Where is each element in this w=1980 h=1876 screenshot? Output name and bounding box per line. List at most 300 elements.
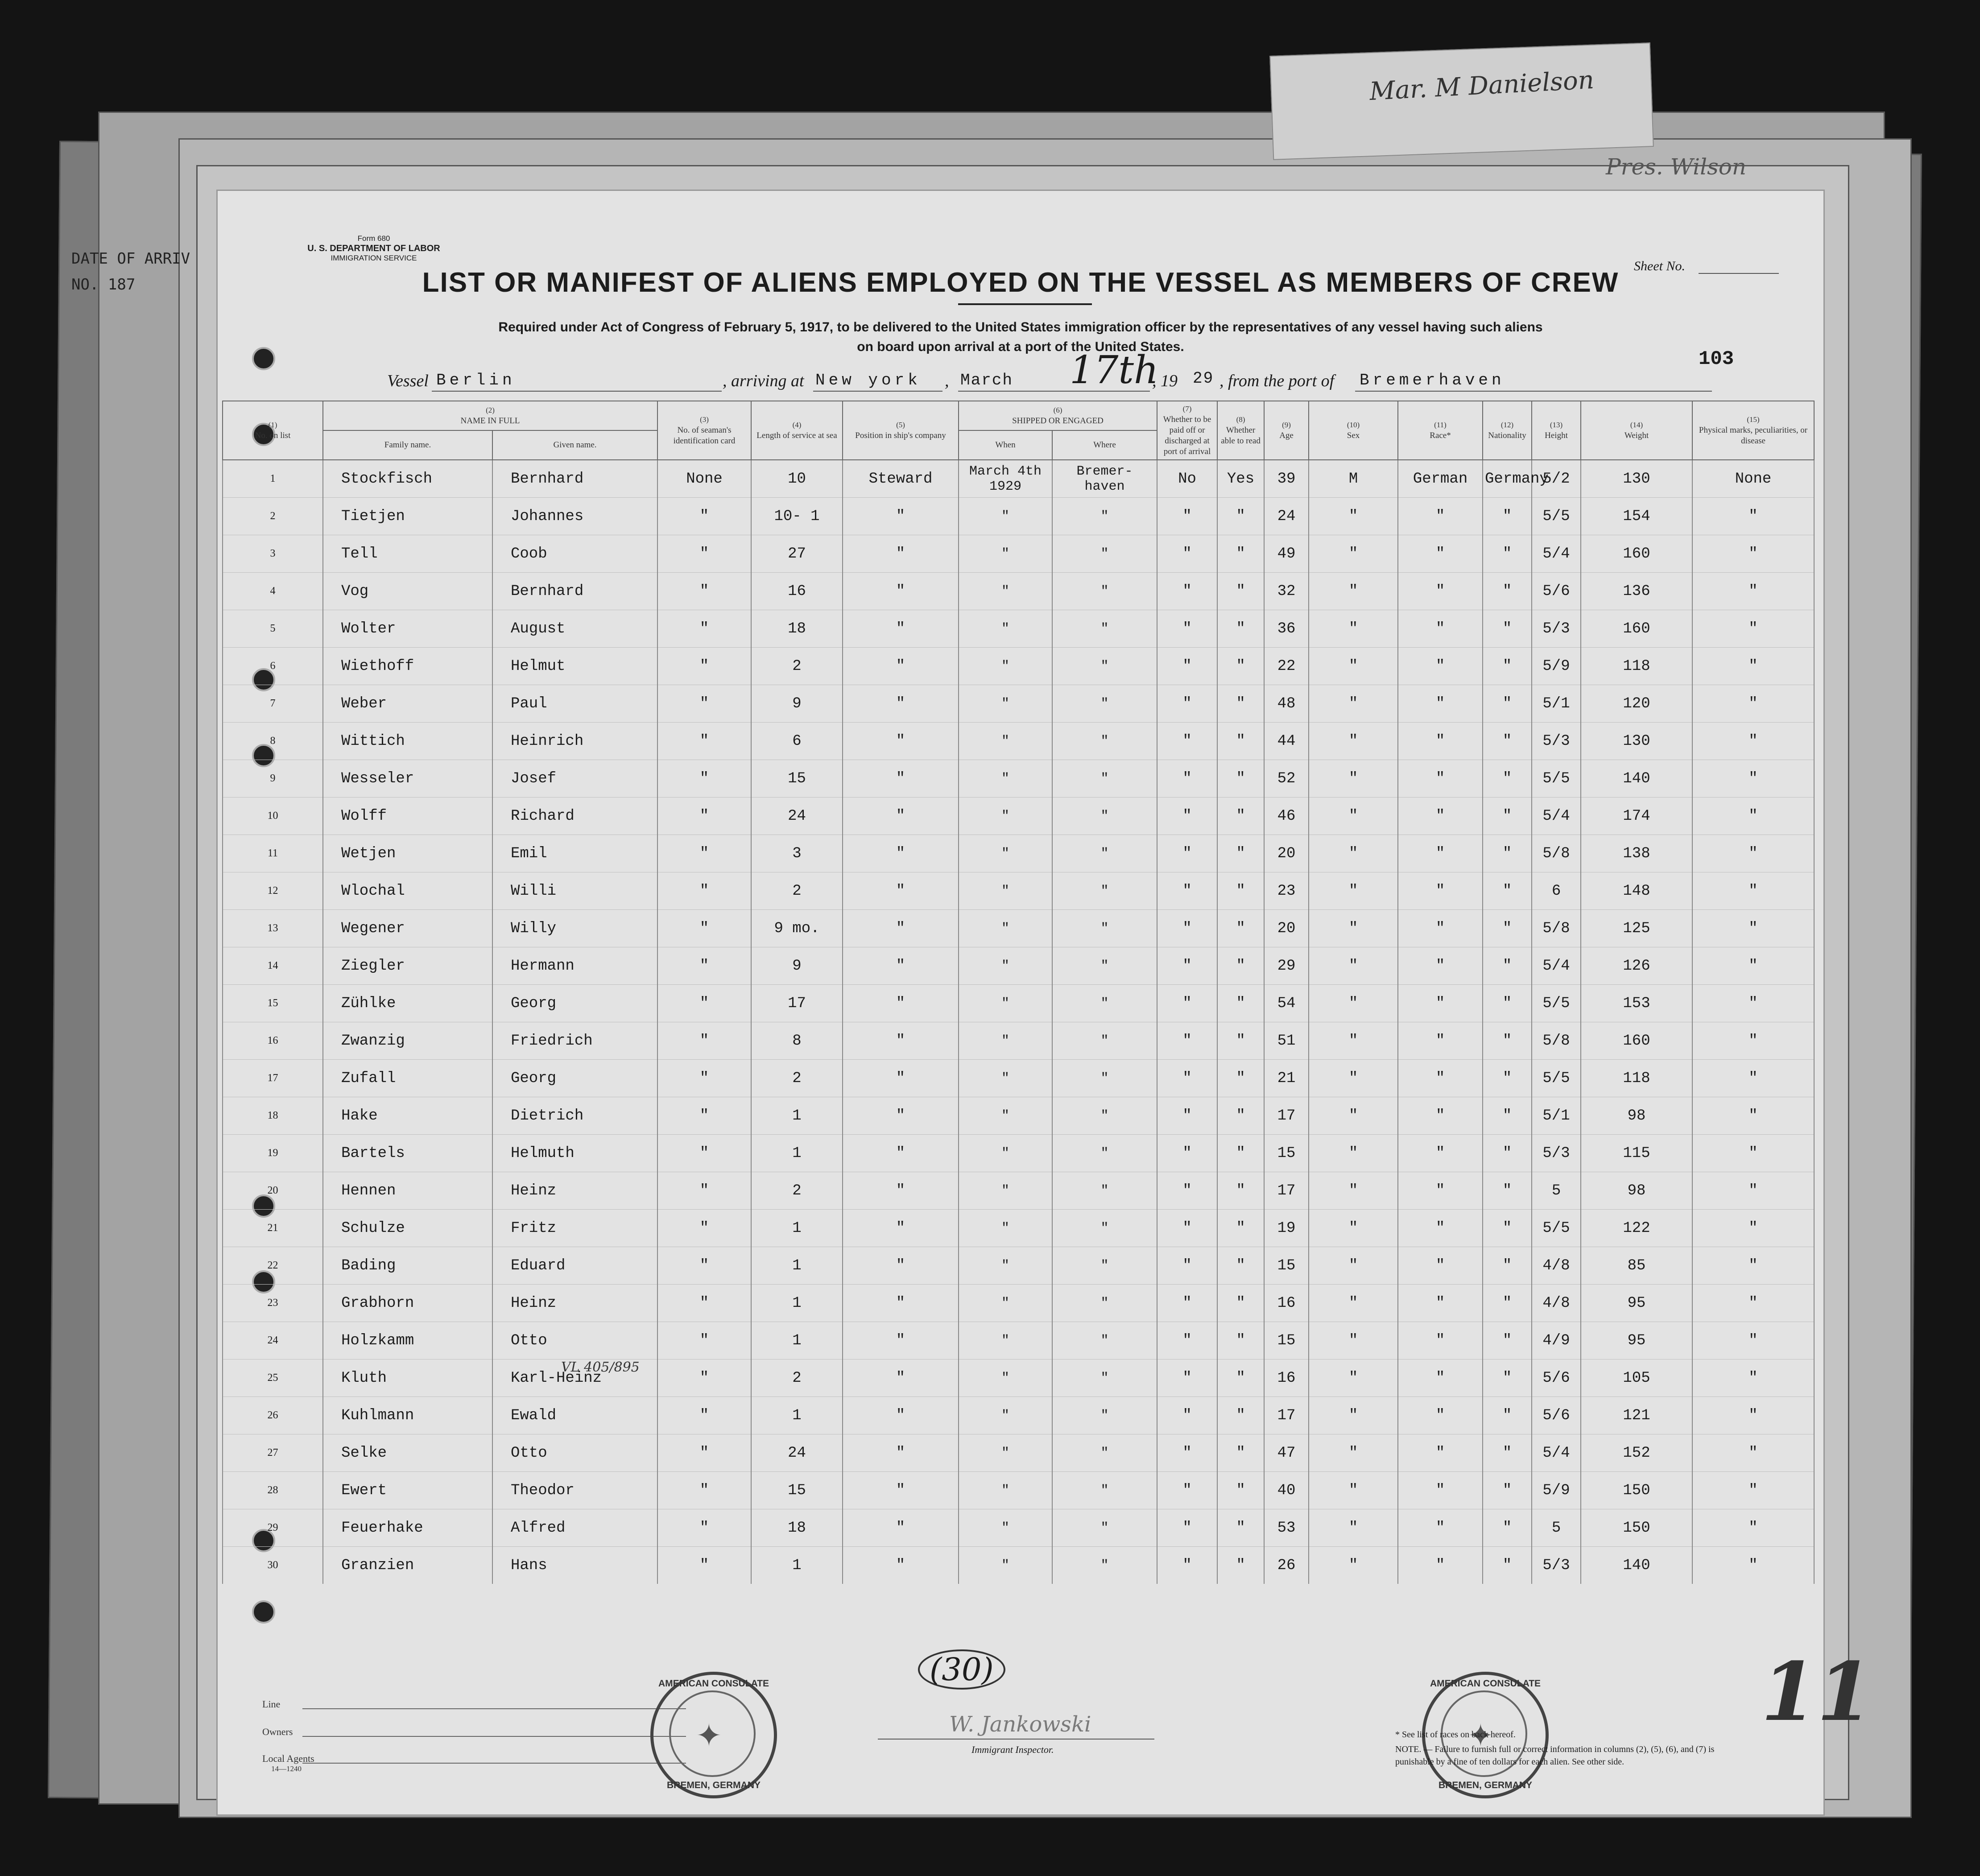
- left-strip-line: DATE OF ARRIV: [71, 250, 190, 268]
- cell-paid-off: ": [1157, 723, 1217, 760]
- cell-paid-off: ": [1157, 1509, 1217, 1547]
- cell-race: ": [1398, 1359, 1483, 1397]
- cell-age: 15: [1264, 1247, 1309, 1285]
- cell-sex: ": [1309, 573, 1398, 610]
- cell-seaman-card: ": [657, 1135, 751, 1172]
- cell-weight: 150: [1581, 1472, 1692, 1509]
- cell-physical-marks: ": [1692, 1210, 1814, 1247]
- cell-family-name: Wiethoff: [323, 648, 492, 685]
- cell-engaged-where: ": [1052, 1359, 1157, 1397]
- from-label: , from the port of: [1219, 372, 1335, 390]
- cell-race: ": [1398, 1509, 1483, 1547]
- cell-able-to-read: ": [1217, 798, 1264, 835]
- table-row: [223, 947, 1814, 985]
- cell-paid-off: ": [1157, 1359, 1217, 1397]
- cell-family-name: Granzien: [323, 1547, 492, 1584]
- footnote-penalty: NOTE. — Failure to furnish full or correct information in columns (2), (5), (6), and (7) is punishable by a fine of ten dollars for each alien. See other side.: [1395, 1744, 1715, 1767]
- table-row: [223, 610, 1814, 648]
- col-header-shipped: (6) SHIPPED OR ENGAGED: [959, 401, 1157, 430]
- cell-height: 5/9: [1532, 648, 1581, 685]
- cell-position: ": [843, 498, 959, 535]
- cell-physical-marks: ": [1692, 648, 1814, 685]
- cell-given-name: Theodor: [492, 1472, 657, 1509]
- cell-physical-marks: ": [1692, 985, 1814, 1022]
- cell-age: 20: [1264, 835, 1309, 872]
- cell-race: ": [1398, 1547, 1483, 1584]
- cell-age: 29: [1264, 947, 1309, 985]
- cell-engaged-when: ": [959, 610, 1052, 648]
- cell-row-number: 12: [223, 872, 323, 910]
- table-row: [223, 460, 1814, 498]
- stamp-text: BREMEN, GERMANY: [1438, 1780, 1532, 1790]
- cell-age: 15: [1264, 1322, 1309, 1359]
- owners-label: Owners: [262, 1726, 293, 1737]
- cell-able-to-read: ": [1217, 1472, 1264, 1509]
- cell-position: ": [843, 1509, 959, 1547]
- cell-row-number: 30: [223, 1547, 323, 1584]
- cell-engaged-when: ": [959, 1097, 1052, 1135]
- cell-position: ": [843, 1322, 959, 1359]
- cell-engaged-where: ": [1052, 1472, 1157, 1509]
- cell-family-name: Zühlke: [323, 985, 492, 1022]
- cell-nationality: ": [1483, 1022, 1532, 1060]
- cell-engaged-when: ": [959, 1547, 1052, 1584]
- underline: [813, 391, 942, 392]
- cell-physical-marks: ": [1692, 1547, 1814, 1584]
- cell-engaged-where: ": [1052, 835, 1157, 872]
- cell-sex: ": [1309, 1097, 1398, 1135]
- cell-paid-off: ": [1157, 947, 1217, 985]
- cell-sex: ": [1309, 1472, 1398, 1509]
- col-header-paid-off: (7) Whether to be paid off or discharged at port of arrival: [1157, 401, 1217, 460]
- cell-position: ": [843, 1434, 959, 1472]
- cell-given-name: Paul: [492, 685, 657, 723]
- cell-able-to-read: ": [1217, 1097, 1264, 1135]
- cell-race: ": [1398, 1434, 1483, 1472]
- cell-nationality: ": [1483, 910, 1532, 947]
- cell-weight: 140: [1581, 760, 1692, 798]
- cell-service-length: 2: [751, 872, 843, 910]
- cell-given-name: Georg: [492, 1060, 657, 1097]
- cell-family-name: Bading: [323, 1247, 492, 1285]
- cell-sex: ": [1309, 1359, 1398, 1397]
- cell-paid-off: ": [1157, 1022, 1217, 1060]
- cell-physical-marks: ": [1692, 910, 1814, 947]
- punch-hole: [252, 347, 275, 370]
- cell-engaged-where: Bremer- haven: [1052, 460, 1157, 498]
- cell-sex: ": [1309, 648, 1398, 685]
- cell-sex: ": [1309, 985, 1398, 1022]
- cell-paid-off: ": [1157, 685, 1217, 723]
- cell-position: ": [843, 947, 959, 985]
- cell-race: ": [1398, 1322, 1483, 1359]
- cell-sex: ": [1309, 685, 1398, 723]
- cell-weight: 130: [1581, 723, 1692, 760]
- cell-weight: 136: [1581, 573, 1692, 610]
- cell-race: ": [1398, 1247, 1483, 1285]
- cell-engaged-when: ": [959, 1022, 1052, 1060]
- form-footer: [262, 1645, 1873, 1797]
- cell-able-to-read: ": [1217, 685, 1264, 723]
- cell-engaged-when: ": [959, 498, 1052, 535]
- cell-able-to-read: ": [1217, 1434, 1264, 1472]
- cell-given-name: Karl-Heinz: [492, 1359, 657, 1397]
- cell-seaman-card: ": [657, 498, 751, 535]
- cell-service-length: 18: [751, 1509, 843, 1547]
- cell-paid-off: ": [1157, 1247, 1217, 1285]
- cell-engaged-when: ": [959, 1322, 1052, 1359]
- cell-engaged-where: ": [1052, 723, 1157, 760]
- cell-seaman-card: ": [657, 835, 751, 872]
- cell-able-to-read: ": [1217, 1060, 1264, 1097]
- department: U. S. DEPARTMENT OF LABOR: [307, 244, 440, 253]
- cell-paid-off: No: [1157, 460, 1217, 498]
- table-body: [223, 460, 1814, 1584]
- cell-engaged-when: ": [959, 985, 1052, 1022]
- subtitle-line: Required under Act of Congress of February 5, 1917, to be delivered to the United States immigration officer by the representatives of any vessel having such aliens: [498, 320, 1543, 335]
- cell-weight: 160: [1581, 610, 1692, 648]
- cell-nationality: ": [1483, 648, 1532, 685]
- cell-height: 5/5: [1532, 1060, 1581, 1097]
- cell-paid-off: ": [1157, 1472, 1217, 1509]
- cell-physical-marks: ": [1692, 1060, 1814, 1097]
- cell-service-length: 2: [751, 648, 843, 685]
- cell-engaged-where: ": [1052, 1285, 1157, 1322]
- arrival-month: March: [960, 371, 1013, 389]
- cell-engaged-where: ": [1052, 1210, 1157, 1247]
- form-title: LIST OR MANIFEST OF ALIENS EMPLOYED ON THE VESSEL AS MEMBERS OF CREW: [422, 267, 1619, 298]
- cell-height: 5/9: [1532, 1472, 1581, 1509]
- cell-paid-off: ": [1157, 1210, 1217, 1247]
- cell-paid-off: ": [1157, 1097, 1217, 1135]
- cell-service-length: 2: [751, 1172, 843, 1210]
- cell-able-to-read: ": [1217, 1022, 1264, 1060]
- cell-sex: M: [1309, 460, 1398, 498]
- cell-engaged-when: ": [959, 1472, 1052, 1509]
- cell-given-name: Johannes: [492, 498, 657, 535]
- cell-nationality: ": [1483, 1472, 1532, 1509]
- cell-age: 36: [1264, 610, 1309, 648]
- cell-engaged-when: ": [959, 1172, 1052, 1210]
- cell-height: 4/8: [1532, 1285, 1581, 1322]
- cell-position: ": [843, 535, 959, 573]
- cell-physical-marks: ": [1692, 872, 1814, 910]
- cell-sex: ": [1309, 835, 1398, 872]
- table-row: [223, 760, 1814, 798]
- stamp-text: AMERICAN CONSULATE: [658, 1678, 769, 1689]
- cell-position: Steward: [843, 460, 959, 498]
- cell-sex: ": [1309, 723, 1398, 760]
- cell-engaged-where: ": [1052, 573, 1157, 610]
- cell-race: ": [1398, 835, 1483, 872]
- cell-service-length: 1: [751, 1322, 843, 1359]
- cell-row-number: 26: [223, 1397, 323, 1434]
- cell-given-name: Fritz: [492, 1210, 657, 1247]
- cell-family-name: Wolter: [323, 610, 492, 648]
- cell-engaged-when: ": [959, 1434, 1052, 1472]
- cell-height: 6: [1532, 872, 1581, 910]
- cell-nationality: ": [1483, 835, 1532, 872]
- cell-weight: 105: [1581, 1359, 1692, 1397]
- cell-age: 54: [1264, 985, 1309, 1022]
- cell-nationality: ": [1483, 723, 1532, 760]
- cell-weight: 130: [1581, 460, 1692, 498]
- cell-able-to-read: ": [1217, 910, 1264, 947]
- cell-nationality: ": [1483, 1322, 1532, 1359]
- cell-race: ": [1398, 1060, 1483, 1097]
- cell-row-number: 16: [223, 1022, 323, 1060]
- col-header-service: (4) Length of service at sea: [751, 401, 843, 460]
- form-meta: [285, 234, 463, 263]
- col-header-nationality: (12) Nationality: [1483, 401, 1532, 460]
- cell-race: German: [1398, 460, 1483, 498]
- cell-physical-marks: ": [1692, 1397, 1814, 1434]
- arriving-label: , arriving at: [723, 372, 804, 390]
- table-row: [223, 1060, 1814, 1097]
- cell-sex: ": [1309, 910, 1398, 947]
- handwritten-page-mark: 11: [1761, 1645, 1873, 1739]
- cell-age: 32: [1264, 573, 1309, 610]
- cell-family-name: Zufall: [323, 1060, 492, 1097]
- cell-age: 16: [1264, 1359, 1309, 1397]
- cell-family-name: Ewert: [323, 1472, 492, 1509]
- cell-family-name: Zwanzig: [323, 1022, 492, 1060]
- cell-service-length: 2: [751, 1060, 843, 1097]
- cell-nationality: ": [1483, 1285, 1532, 1322]
- cell-height: 5/5: [1532, 985, 1581, 1022]
- cell-row-number: 18: [223, 1097, 323, 1135]
- cell-race: ": [1398, 1210, 1483, 1247]
- cell-engaged-where: ": [1052, 1097, 1157, 1135]
- side-tab-handwriting: Pres. Wilson: [1606, 154, 1747, 180]
- stamp-text: AMERICAN CONSULATE: [1430, 1678, 1541, 1689]
- cell-seaman-card: ": [657, 1509, 751, 1547]
- cell-engaged-when: ": [959, 760, 1052, 798]
- cell-engaged-when: ": [959, 872, 1052, 910]
- manifest-form: [218, 191, 1873, 1814]
- cell-sex: ": [1309, 1135, 1398, 1172]
- cell-row-number: 15: [223, 985, 323, 1022]
- cell-physical-marks: ": [1692, 723, 1814, 760]
- table-row: [223, 1247, 1814, 1285]
- cell-service-length: 9: [751, 685, 843, 723]
- cell-able-to-read: ": [1217, 872, 1264, 910]
- cell-seaman-card: ": [657, 685, 751, 723]
- col-header-sex: (10) Sex: [1309, 401, 1398, 460]
- cell-family-name: Wittich: [323, 723, 492, 760]
- cell-physical-marks: ": [1692, 573, 1814, 610]
- cell-position: ": [843, 798, 959, 835]
- line-label: Line: [262, 1698, 281, 1710]
- cell-able-to-read: ": [1217, 985, 1264, 1022]
- cell-race: ": [1398, 798, 1483, 835]
- cell-engaged-where: ": [1052, 610, 1157, 648]
- cell-able-to-read: ": [1217, 1247, 1264, 1285]
- cell-engaged-where: ": [1052, 760, 1157, 798]
- left-strip: [71, 250, 219, 339]
- cell-position: ": [843, 1397, 959, 1434]
- cell-given-name: Heinrich: [492, 723, 657, 760]
- cell-given-name: Ewald: [492, 1397, 657, 1434]
- cell-height: 5/8: [1532, 910, 1581, 947]
- cell-paid-off: ": [1157, 1060, 1217, 1097]
- cell-height: 5/1: [1532, 685, 1581, 723]
- cell-position: ": [843, 1472, 959, 1509]
- cell-service-length: 1: [751, 1247, 843, 1285]
- cell-height: 5/3: [1532, 1547, 1581, 1584]
- cell-service-length: 16: [751, 573, 843, 610]
- cell-engaged-where: ": [1052, 1322, 1157, 1359]
- cell-family-name: Tell: [323, 535, 492, 573]
- cell-row-number: 21: [223, 1210, 323, 1247]
- cell-family-name: Kuhlmann: [323, 1397, 492, 1434]
- cell-weight: 126: [1581, 947, 1692, 985]
- cell-given-name: Heinz: [492, 1285, 657, 1322]
- cell-given-name: Emil: [492, 835, 657, 872]
- holzkamm-annotation: VL 405/895: [561, 1359, 640, 1375]
- cell-family-name: Hake: [323, 1097, 492, 1135]
- cell-age: 23: [1264, 872, 1309, 910]
- cell-engaged-where: ": [1052, 1397, 1157, 1434]
- underline: [1355, 391, 1712, 392]
- punch-hole: [252, 1600, 275, 1624]
- cell-weight: 98: [1581, 1097, 1692, 1135]
- cell-position: ": [843, 1060, 959, 1097]
- cell-weight: 140: [1581, 1547, 1692, 1584]
- cell-nationality: ": [1483, 685, 1532, 723]
- cell-position: ": [843, 985, 959, 1022]
- cell-family-name: Wlochal: [323, 872, 492, 910]
- cell-family-name: Bartels: [323, 1135, 492, 1172]
- cell-row-number: 6: [223, 648, 323, 685]
- table-row: [223, 498, 1814, 535]
- cell-seaman-card: ": [657, 1022, 751, 1060]
- cell-height: 5/4: [1532, 535, 1581, 573]
- cell-age: 17: [1264, 1172, 1309, 1210]
- cell-able-to-read: ": [1217, 1359, 1264, 1397]
- cell-row-number: 17: [223, 1060, 323, 1097]
- cell-engaged-when: ": [959, 573, 1052, 610]
- cell-height: 5/5: [1532, 760, 1581, 798]
- cell-sex: ": [1309, 760, 1398, 798]
- cell-sex: ": [1309, 498, 1398, 535]
- table-row: [223, 723, 1814, 760]
- cell-position: ": [843, 610, 959, 648]
- cell-nationality: ": [1483, 1097, 1532, 1135]
- cell-family-name: Stockfisch: [323, 460, 492, 498]
- cell-seaman-card: ": [657, 1097, 751, 1135]
- cell-physical-marks: ": [1692, 947, 1814, 985]
- cell-engaged-where: ": [1052, 798, 1157, 835]
- cell-sex: ": [1309, 1397, 1398, 1434]
- eagle-icon: ✦: [696, 1719, 722, 1753]
- cell-able-to-read: ": [1217, 760, 1264, 798]
- cell-engaged-when: ": [959, 685, 1052, 723]
- cell-paid-off: ": [1157, 1397, 1217, 1434]
- cell-given-name: Helmut: [492, 648, 657, 685]
- cell-given-name: Alfred: [492, 1509, 657, 1547]
- cell-family-name: Wolff: [323, 798, 492, 835]
- cell-race: ": [1398, 985, 1483, 1022]
- cell-paid-off: ": [1157, 610, 1217, 648]
- cell-row-number: 3: [223, 535, 323, 573]
- from-port: Bremerhaven: [1360, 371, 1505, 389]
- cell-height: 5/6: [1532, 573, 1581, 610]
- cell-service-length: 1: [751, 1285, 843, 1322]
- cell-engaged-when: ": [959, 1359, 1052, 1397]
- left-strip-line: NO. 187: [71, 276, 136, 293]
- cell-sex: ": [1309, 1322, 1398, 1359]
- cell-nationality: ": [1483, 1172, 1532, 1210]
- cell-height: 5/3: [1532, 1135, 1581, 1172]
- cell-nationality: ": [1483, 760, 1532, 798]
- cell-given-name: Otto: [492, 1434, 657, 1472]
- cell-engaged-where: ": [1052, 947, 1157, 985]
- cell-engaged-when: ": [959, 1135, 1052, 1172]
- cell-paid-off: ": [1157, 1285, 1217, 1322]
- cell-able-to-read: ": [1217, 535, 1264, 573]
- table-row: [223, 1097, 1814, 1135]
- cell-paid-off: ": [1157, 648, 1217, 685]
- cell-physical-marks: ": [1692, 1135, 1814, 1172]
- inspector-line: [878, 1739, 1154, 1740]
- cell-physical-marks: ": [1692, 1097, 1814, 1135]
- col-header-when: When: [959, 430, 1052, 460]
- cell-engaged-when: ": [959, 835, 1052, 872]
- cell-engaged-where: ": [1052, 910, 1157, 947]
- cell-weight: 138: [1581, 835, 1692, 872]
- cell-paid-off: ": [1157, 872, 1217, 910]
- cell-age: 21: [1264, 1060, 1309, 1097]
- year-prefix: , 19: [1152, 372, 1178, 390]
- agents-field: [302, 1763, 686, 1764]
- cell-physical-marks: ": [1692, 1359, 1814, 1397]
- cell-service-length: 24: [751, 1434, 843, 1472]
- cell-nationality: ": [1483, 498, 1532, 535]
- cell-given-name: Georg: [492, 985, 657, 1022]
- cell-position: ": [843, 1359, 959, 1397]
- cell-seaman-card: ": [657, 648, 751, 685]
- table-row: [223, 985, 1814, 1022]
- cell-weight: 160: [1581, 1022, 1692, 1060]
- cell-race: ": [1398, 723, 1483, 760]
- cell-race: ": [1398, 535, 1483, 573]
- cell-height: 4/8: [1532, 1247, 1581, 1285]
- cell-sex: ": [1309, 1247, 1398, 1285]
- cell-physical-marks: ": [1692, 498, 1814, 535]
- cell-position: ": [843, 760, 959, 798]
- cell-service-length: 15: [751, 760, 843, 798]
- table-row: [223, 1172, 1814, 1210]
- cell-physical-marks: ": [1692, 1022, 1814, 1060]
- cell-nationality: ": [1483, 872, 1532, 910]
- cell-age: 19: [1264, 1210, 1309, 1247]
- owners-field: [302, 1736, 686, 1737]
- cell-physical-marks: ": [1692, 1434, 1814, 1472]
- cell-sex: ": [1309, 947, 1398, 985]
- cell-age: 24: [1264, 498, 1309, 535]
- underline: [432, 391, 722, 392]
- page-number: 103: [1699, 348, 1734, 370]
- cell-row-number: 8: [223, 723, 323, 760]
- cell-age: 53: [1264, 1509, 1309, 1547]
- cell-given-name: Otto: [492, 1322, 657, 1359]
- table-row: [223, 1285, 1814, 1322]
- cell-age: 52: [1264, 760, 1309, 798]
- cell-seaman-card: ": [657, 910, 751, 947]
- comma: ,: [945, 372, 949, 390]
- cell-row-number: 29: [223, 1509, 323, 1547]
